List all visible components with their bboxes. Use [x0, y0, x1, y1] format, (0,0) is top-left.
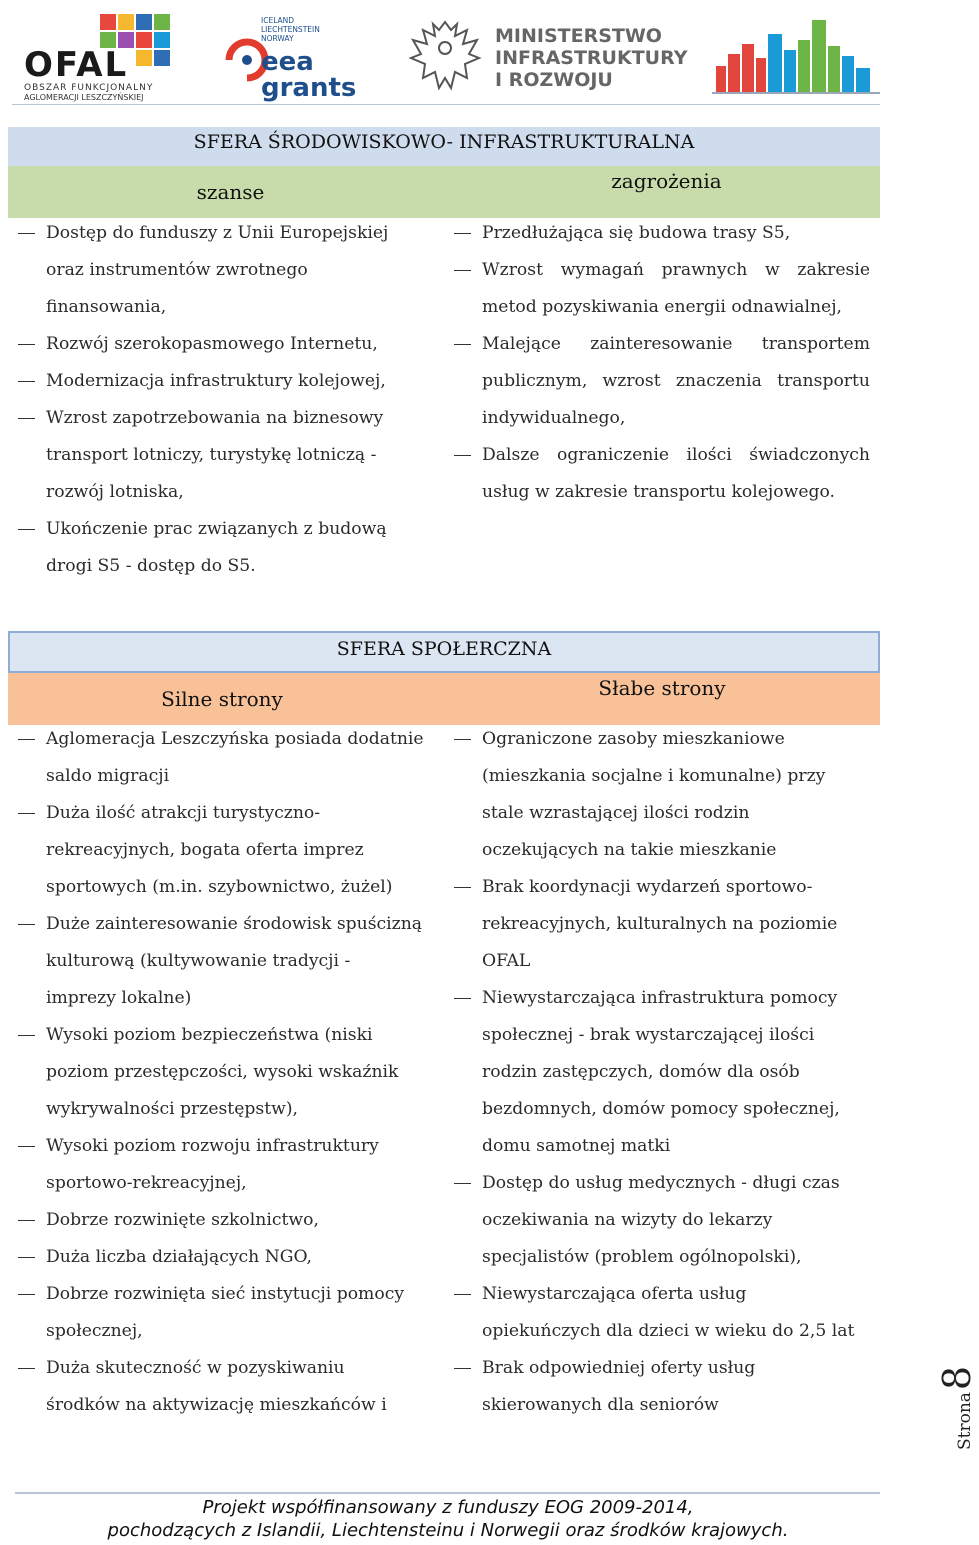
section2-right-header-text: Słabe strony	[598, 676, 726, 700]
dash-bullet-icon	[454, 887, 471, 888]
list-item: rodzin zastępczych, domów dla osób	[482, 1062, 800, 1082]
list-item: opiekuńczych dla dzieci w wieku do 2,5 lat	[482, 1321, 855, 1341]
list-item: transport lotniczy, turystykę lotniczą -	[46, 445, 377, 465]
list-item: społecznej,	[46, 1321, 143, 1341]
list-item: poziom przestępczości, wysoki wskaźnik	[46, 1062, 399, 1082]
ministry-line1: MINISTERSTWO	[495, 25, 662, 47]
list-item: Duża skuteczność w pozyskiwaniu	[46, 1350, 446, 1387]
list-item: społecznej - brak wystarczającej ilości	[482, 1025, 815, 1045]
section1-left-header-text: szanse	[196, 180, 265, 204]
dash-bullet-icon	[454, 270, 471, 271]
dash-bullet-icon	[454, 344, 471, 345]
list-item: OFAL	[482, 951, 531, 971]
list-item: Niewystarczająca infrastruktura pomocy	[482, 980, 872, 1017]
dash-bullet-icon	[18, 381, 35, 382]
header-rule	[12, 104, 880, 105]
list-item: (mieszkania socjalne i komunalne) przy	[482, 766, 826, 786]
dash-bullet-icon	[18, 418, 35, 419]
list-item: Ograniczone zasoby mieszkaniowe	[482, 721, 872, 758]
list-item: Ukończenie prac związanych z budową	[46, 511, 406, 548]
list-item: drogi S5 - dostęp do S5.	[46, 556, 256, 576]
list-item: środków na aktywizację mieszkańców i	[46, 1395, 387, 1415]
dash-bullet-icon	[18, 1368, 35, 1369]
list-item: finansowania,	[46, 297, 167, 317]
page-number-side	[935, 1360, 979, 1450]
list-item: Malejące zainteresowanie transportem	[482, 326, 870, 363]
section1-left-list	[46, 215, 406, 585]
page-number: 8	[935, 1365, 979, 1391]
eea-iceland: ICELAND	[261, 16, 295, 25]
list-item: rozwój lotniska,	[46, 482, 184, 502]
dash-bullet-icon	[18, 1146, 35, 1147]
list-item: publicznym, wzrost znaczenia transportu	[482, 371, 870, 391]
list-item: indywidualnego,	[482, 408, 626, 428]
eea-norway: NORWAY	[261, 34, 294, 43]
list-item: saldo migracji	[46, 766, 170, 786]
list-item: stale wzrastającej ilości rodzin	[482, 803, 750, 823]
list-item: Wysoki poziom bezpieczeństwa (niski	[46, 1017, 446, 1054]
page-label: Strona	[955, 1392, 975, 1450]
section1-left-header	[8, 166, 453, 218]
list-item: usług w zakresie transportu kolejowego.	[482, 482, 835, 502]
list-item: Duże zainteresowanie środowisk spuścizną	[46, 906, 446, 943]
list-item: bezdomnych, domów pomocy społecznej,	[482, 1099, 840, 1119]
dash-bullet-icon	[18, 924, 35, 925]
ofal-wordmark: OFAL	[24, 45, 129, 85]
ofal-line2: AGLOMERACJI LESZCZYŃSKIEJ	[24, 93, 144, 102]
list-item: oczekujących na takie mieszkanie	[482, 840, 777, 860]
list-item: kulturową (kultywowanie tradycji -	[46, 951, 351, 971]
section2-right-header	[436, 673, 880, 725]
list-item: rekreacyjnych, bogata oferta imprez	[46, 840, 364, 860]
ofal-line1: OBSZAR FUNKCJONALNY	[24, 83, 154, 93]
list-item: wykrywalności przestępstw),	[46, 1099, 298, 1119]
dash-bullet-icon	[18, 344, 35, 345]
list-item: imprezy lokalne)	[46, 988, 192, 1008]
dash-bullet-icon	[18, 1220, 35, 1221]
grants-word: grants	[261, 73, 357, 103]
ministry-line2: INFRASTRUKTURY	[495, 47, 688, 69]
footer-line2: pochodzących z Islandii, Liechtensteinu i Norwegii oraz środków krajowych.	[107, 1520, 789, 1541]
list-item: Aglomeracja Leszczyńska posiada dodatnie	[46, 721, 446, 758]
dash-bullet-icon	[454, 455, 471, 456]
dash-bullet-icon	[18, 529, 35, 530]
section1-right-list	[482, 215, 870, 511]
section1-right-header	[453, 166, 880, 218]
list-item: Modernizacja infrastruktury kolejowej,	[46, 363, 406, 400]
dash-bullet-icon	[454, 1294, 471, 1295]
section1-right-header-text: zagrożenia	[611, 169, 722, 193]
list-item: Duża liczba działających NGO,	[46, 1239, 446, 1276]
polish-eagle-icon	[411, 22, 479, 88]
footer-rule	[15, 1492, 880, 1494]
ofal-logo	[22, 10, 182, 102]
list-item: Przedłużająca się budowa trasy S5,	[482, 215, 870, 252]
list-item: sportowych (m.in. szybownictwo, żużel)	[46, 877, 393, 897]
list-item: Rozwój szerokopasmowego Internetu,	[46, 326, 406, 363]
eea-liechtenstein: LIECHTENSTEIN	[261, 25, 320, 34]
list-item: Brak koordynacji wydarzeń sportowo-	[482, 869, 872, 906]
section2-left-header-text: Silne strony	[161, 687, 283, 711]
list-item: Niewystarczająca oferta usług	[482, 1276, 872, 1313]
list-item: Dobrze rozwinięte szkolnictwo,	[46, 1202, 446, 1239]
list-item: rekreacyjnych, kulturalnych na poziomie	[482, 914, 838, 934]
list-item: Wzrost wymagań prawnych w zakresie	[482, 252, 870, 289]
section2-right-list	[482, 721, 872, 1424]
dash-bullet-icon	[18, 1294, 35, 1295]
list-item: Wzrost zapotrzebowania na biznesowy	[46, 400, 406, 437]
list-item: Dalsze ograniczenie ilości świadczonych	[482, 437, 870, 474]
footer-line1: Projekt współfinansowany z funduszy EOG 2009-2014,	[202, 1497, 694, 1518]
dash-bullet-icon	[454, 233, 471, 234]
list-item: Dostęp do funduszy z Unii Europejskiej	[46, 215, 406, 252]
dash-bullet-icon	[454, 1368, 471, 1369]
section2-left-list	[46, 721, 446, 1424]
section2-left-header	[8, 673, 436, 725]
list-item: Duża ilość atrakcji turystyczno-	[46, 795, 446, 832]
list-item: Wysoki poziom rozwoju infrastruktury	[46, 1128, 446, 1165]
dash-bullet-icon	[18, 1257, 35, 1258]
dash-bullet-icon	[18, 813, 35, 814]
list-item: specjalistów (problem ogólnopolski),	[482, 1247, 802, 1267]
eea-word: eea	[261, 47, 314, 77]
list-item: domu samotnej matki	[482, 1136, 671, 1156]
list-item: metod pozyskiwania energii odnawialnej,	[482, 297, 843, 317]
dash-bullet-icon	[18, 1035, 35, 1036]
ministry-logo	[405, 14, 688, 98]
dash-bullet-icon	[454, 739, 471, 740]
section1-title: SFERA ŚRODOWISKOWO- INFRASTRUKTURALNA	[8, 127, 880, 166]
list-item: sportowo-rekreacyjnej,	[46, 1173, 247, 1193]
city-skyline-logo	[712, 10, 884, 96]
dash-bullet-icon	[18, 739, 35, 740]
list-item: Brak odpowiedniej oferty usług	[482, 1350, 872, 1387]
eea-grants-logo	[225, 14, 365, 103]
dash-bullet-icon	[454, 998, 471, 999]
list-item: skierowanych dla seniorów	[482, 1395, 719, 1415]
ministry-line3: I ROZWOJU	[495, 69, 613, 91]
list-item: oczekiwania na wizyty do lekarzy	[482, 1210, 773, 1230]
list-item: Dobrze rozwinięta sieć instytucji pomocy	[46, 1276, 446, 1313]
dash-bullet-icon	[454, 1183, 471, 1184]
list-item: Dostęp do usług medycznych - długi czas	[482, 1165, 872, 1202]
list-item: oraz instrumentów zwrotnego	[46, 260, 308, 280]
dash-bullet-icon	[18, 233, 35, 234]
eea-swirl-icon	[229, 42, 265, 78]
header-logos	[0, 0, 960, 110]
section2-title: SFERA SPOŁERCZNA	[8, 631, 880, 673]
